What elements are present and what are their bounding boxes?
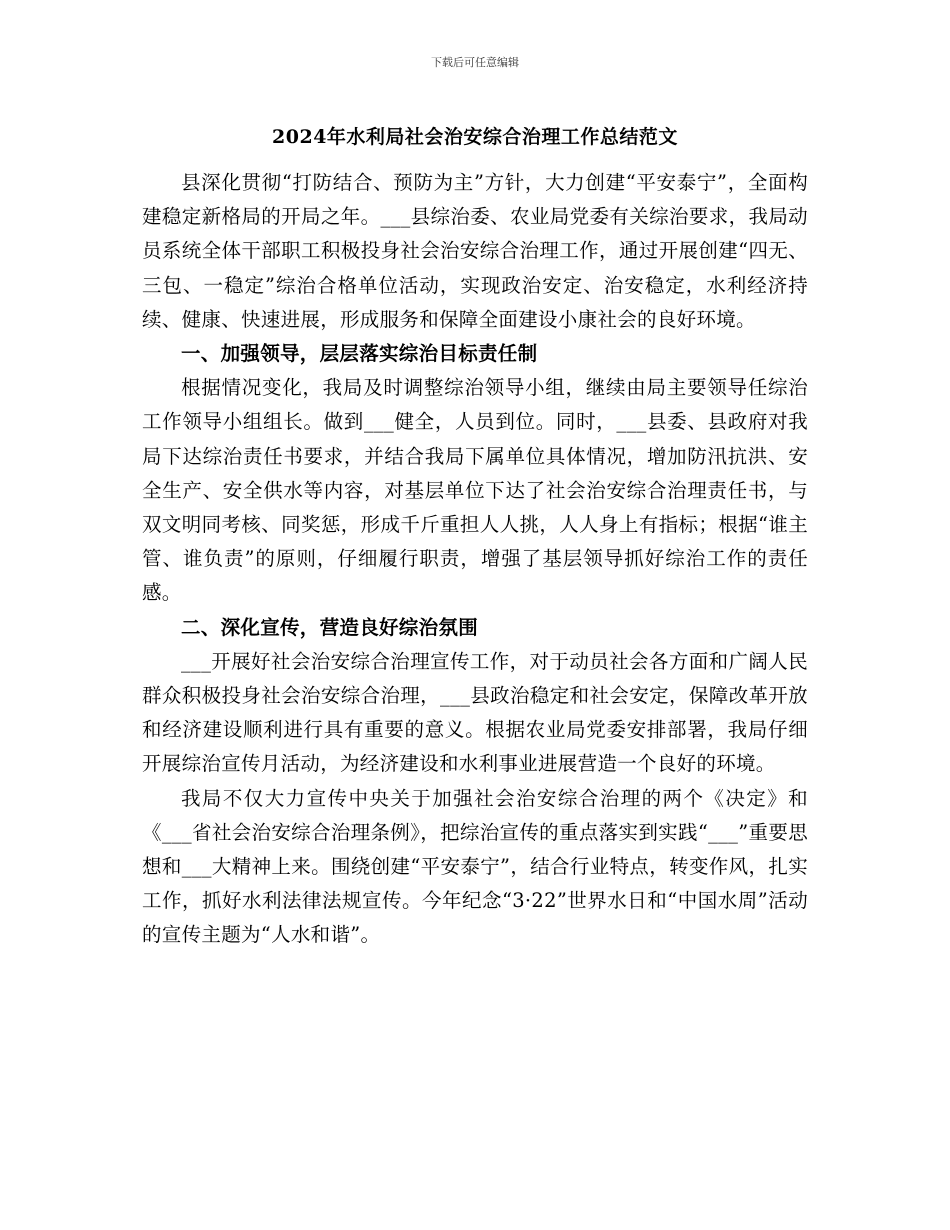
body-paragraph: 我局不仅大力宣传中央关于加强社会治安综合治理的两个《决定》和《___省社会治安综合治理条例》，把综治宣传的重点落实到实践“___”重要思想和___大精神上来。围绕创建“平安泰宁”，结合行业特点，转变作风，扎实工作，抓好水利法律法规宣传。今年纪念“3·22”世界水日和“中国水周”活动的宣传主题为“人水和谐”。 [142,786,808,947]
document-body [142,166,808,953]
body-paragraph: ___开展好社会治安综合治理宣传工作，对于动员社会各方面和广阔人民群众积极投身社会治安综合治理，___县政治稳定和社会安定，保障改革开放和经济建设顺利进行具有重要的意义。根据农业局党委安排部署，我局仔细开展综治宣传月活动，为经济建设和水利事业进展营造一个良好的环境。 [142,649,808,776]
page-header-note: 下载后可任意编辑 [431,56,519,69]
section-heading: 二、深化宣传，营造良好综治氛围 [181,615,479,639]
body-paragraph: 县深化贯彻“打防结合、预防为主”方针，大力创建“平安泰宁”，全面构建稳定新格局的开局之年。___县综治委、农业局党委有关综治要求，我局动员系统全体干部职工积极投身社会治安综合治理工作，通过开展创建“四无、三包、一稳定”综治合格单位活动，实现政治安定、治安稳定，水利经济持续、健康、快速进展，形成服务和保障全面建设小康社会的良好环境。 [142,171,808,331]
document-title: 2024年水利局社会治安综合治理工作总结范文 [272,126,678,148]
body-paragraph: 根据情况变化，我局及时调整综治领导小组，继续由局主要领导任综治工作领导小组组长。做到___健全，人员到位。同时，___县委、县政府对我局下达综治责任书要求，并结合我局下属单位具体情况，增加防汛抗洪、安全生产、安全供水等内容，对基层单位下达了社会治安综合治理责任书，与双文明同考核、同奖惩，形成千斤重担人人挑，人人身上有指标；根据“谁主管、谁负责”的原则，仔细履行职责，增强了基层领导抓好综治工作的责任感。 [142,376,808,605]
section-heading: 一、加强领导，层层落实综治目标责任制 [181,342,538,366]
